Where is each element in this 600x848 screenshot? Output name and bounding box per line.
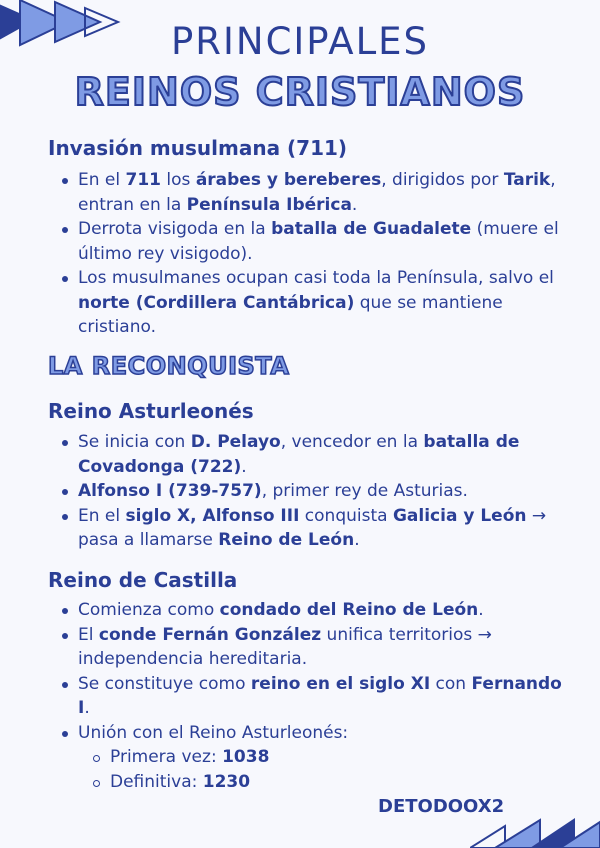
list-item: Derrota visigoda en la batalla de Guadalete (muere el último rey visigodo). [78,217,568,266]
bold-text: Alfonso I (739-757) [78,481,262,501]
heading-castilla: Reino de Castilla [48,568,238,592]
bold-text: reino en el siglo XI [250,673,431,694]
sub-list-item: Definitiva: 1230 [110,770,568,795]
bold-text: conde Fernán González [98,624,322,645]
list-item: Alfonso I (739-757), primer rey de Asturias. [78,479,568,504]
bold-text: batalla de Covadonga (722) [78,432,520,477]
bold-text: Galicia y León [392,505,527,526]
list-item: Se constituye como reino en el siglo XI con Fernando I. [78,672,568,721]
bold-text: siglo X, Alfonso III [125,505,300,526]
bold-text: D. Pelayo [190,432,281,452]
bold-text: Fernando I [78,673,562,718]
bold-text: 711 [125,170,162,190]
sub-list-item: Primera vez: 1038 [110,745,568,770]
bold-text: 1038 [222,747,270,767]
list-item: Se inicia con D. Pelayo, vencedor en la batalla de Covadonga (722). [78,430,568,479]
bold-text: condado del Reino de León [219,600,479,620]
heading-reconquista: LA RECONQUISTA [48,352,290,380]
heading-asturleones: Reino Asturleonés [48,399,254,423]
list-item: Los musulmanes ocupan casi toda la Península, salvo el norte (Cordillera Cantábrica) que se mantiene cristiano. [78,266,568,340]
list-castilla [60,598,568,794]
list-item: El conde Fernán González unifica territorios → independencia hereditaria. [78,623,568,672]
bold-text: Tarik [503,170,551,190]
sub-list [78,745,568,794]
bold-text: norte (Cordillera Cantábrica) [78,292,355,313]
list-item: Comienza como condado del Reino de León. [78,598,568,623]
list-item: En el siglo X, Alfonso III conquista Galicia y León → pasa a llamarse Reino de León. [78,504,568,553]
list-asturleones [60,430,568,553]
list-item: En el 711 los árabes y bereberes, dirigidos por Tarik, entran en la Península Ibérica. [78,168,568,217]
list-invasion [60,168,568,340]
list-item: Unión con el Reino Asturleonés: Primera vez: 1038 Definitiva: 1230 [78,721,568,795]
brand-signature: DETODOOX2 [378,796,505,817]
bold-text: 1230 [202,771,251,792]
bold-text: batalla de Guadalete [271,219,472,239]
heading-invasion: Invasión musulmana (711) [48,136,348,160]
title-reinos-cristianos: REINOS CRISTIANOS [74,70,526,114]
title-principales: PRINCIPALES [170,20,430,63]
bold-text: árabes y bereberes [195,170,382,190]
bold-text: Península Ibérica [186,194,352,215]
bold-text: Reino de León [218,530,355,550]
